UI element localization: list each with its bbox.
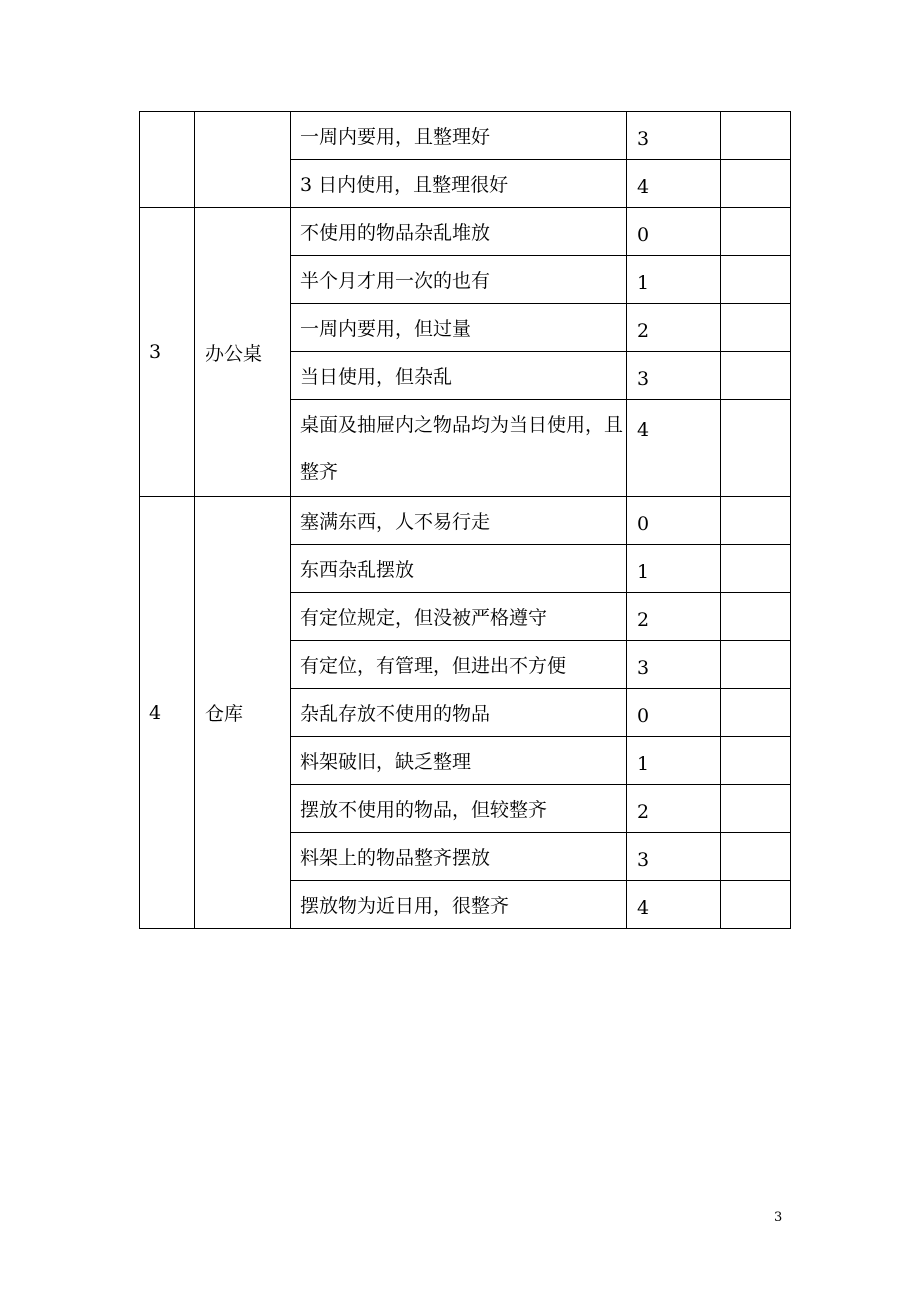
score-text: 2 [637,319,650,342]
blank-cell [721,160,791,208]
score-text: 0 [637,704,650,727]
score-text: 4 [637,896,650,919]
score-text: 0 [637,223,650,246]
blank-cell [721,785,791,833]
blank-cell [721,256,791,304]
score-text: 3 [637,127,650,150]
item-area-cell [195,112,291,208]
score-value [627,785,721,833]
page-number: 3 [774,1210,783,1225]
blank-cell [721,737,791,785]
criteria-description: 塞满东西，人不易行走 [291,497,627,545]
blank-cell [721,304,791,352]
score-text: 1 [637,560,650,583]
score-value [627,593,721,641]
table-row [140,208,791,256]
score-value [627,112,721,160]
score-text: 3 [637,367,650,390]
score-value [627,497,721,545]
criteria-description: 3 日内使用，且整理很好 [291,160,627,208]
criteria-description: 桌面及抽屉内之物品均为当日使用，且整齐 [291,400,627,497]
score-text: 1 [637,752,650,775]
score-text: 3 [637,656,650,679]
score-text: 4 [637,175,650,198]
blank-cell [721,208,791,256]
table-row [140,497,791,545]
score-text: 1 [637,271,650,294]
score-value [627,256,721,304]
blank-cell [721,881,791,929]
blank-cell [721,833,791,881]
criteria-description: 一周内要用，但过量 [291,304,627,352]
criteria-description: 东西杂乱摆放 [291,545,627,593]
table-row [140,112,791,160]
criteria-description: 一周内要用，且整理好 [291,112,627,160]
score-value [627,737,721,785]
blank-cell [721,400,791,497]
score-value [627,881,721,929]
item-number-cell: 3 [140,208,195,497]
score-value [627,352,721,400]
criteria-description: 当日使用，但杂乱 [291,352,627,400]
score-value [627,304,721,352]
blank-cell [721,689,791,737]
blank-cell [721,352,791,400]
score-text: 3 [637,848,650,871]
criteria-description: 料架上的物品整齐摆放 [291,833,627,881]
blank-cell [721,545,791,593]
score-text: 2 [637,800,650,823]
criteria-description: 料架破旧，缺乏整理 [291,737,627,785]
blank-cell [721,593,791,641]
score-text: 2 [637,608,650,631]
score-value [627,208,721,256]
item-number-cell [140,112,195,208]
score-value [627,641,721,689]
item-number-cell: 4 [140,497,195,929]
score-value [627,833,721,881]
criteria-description: 有定位规定，但没被严格遵守 [291,593,627,641]
blank-cell [721,112,791,160]
score-text: 4 [637,419,650,441]
score-value [627,400,721,497]
criteria-description: 杂乱存放不使用的物品 [291,689,627,737]
criteria-description: 摆放不使用的物品，但较整齐 [291,785,627,833]
score-text: 0 [637,512,650,535]
score-value [627,160,721,208]
score-value [627,689,721,737]
evaluation-table [139,111,791,929]
criteria-description: 有定位，有管理，但进出不方便 [291,641,627,689]
criteria-description: 摆放物为近日用，很整齐 [291,881,627,929]
blank-cell [721,641,791,689]
item-area-cell: 办公桌 [195,208,291,497]
item-area-cell: 仓库 [195,497,291,929]
score-value [627,545,721,593]
blank-cell [721,497,791,545]
criteria-description: 半个月才用一次的也有 [291,256,627,304]
criteria-description: 不使用的物品杂乱堆放 [291,208,627,256]
